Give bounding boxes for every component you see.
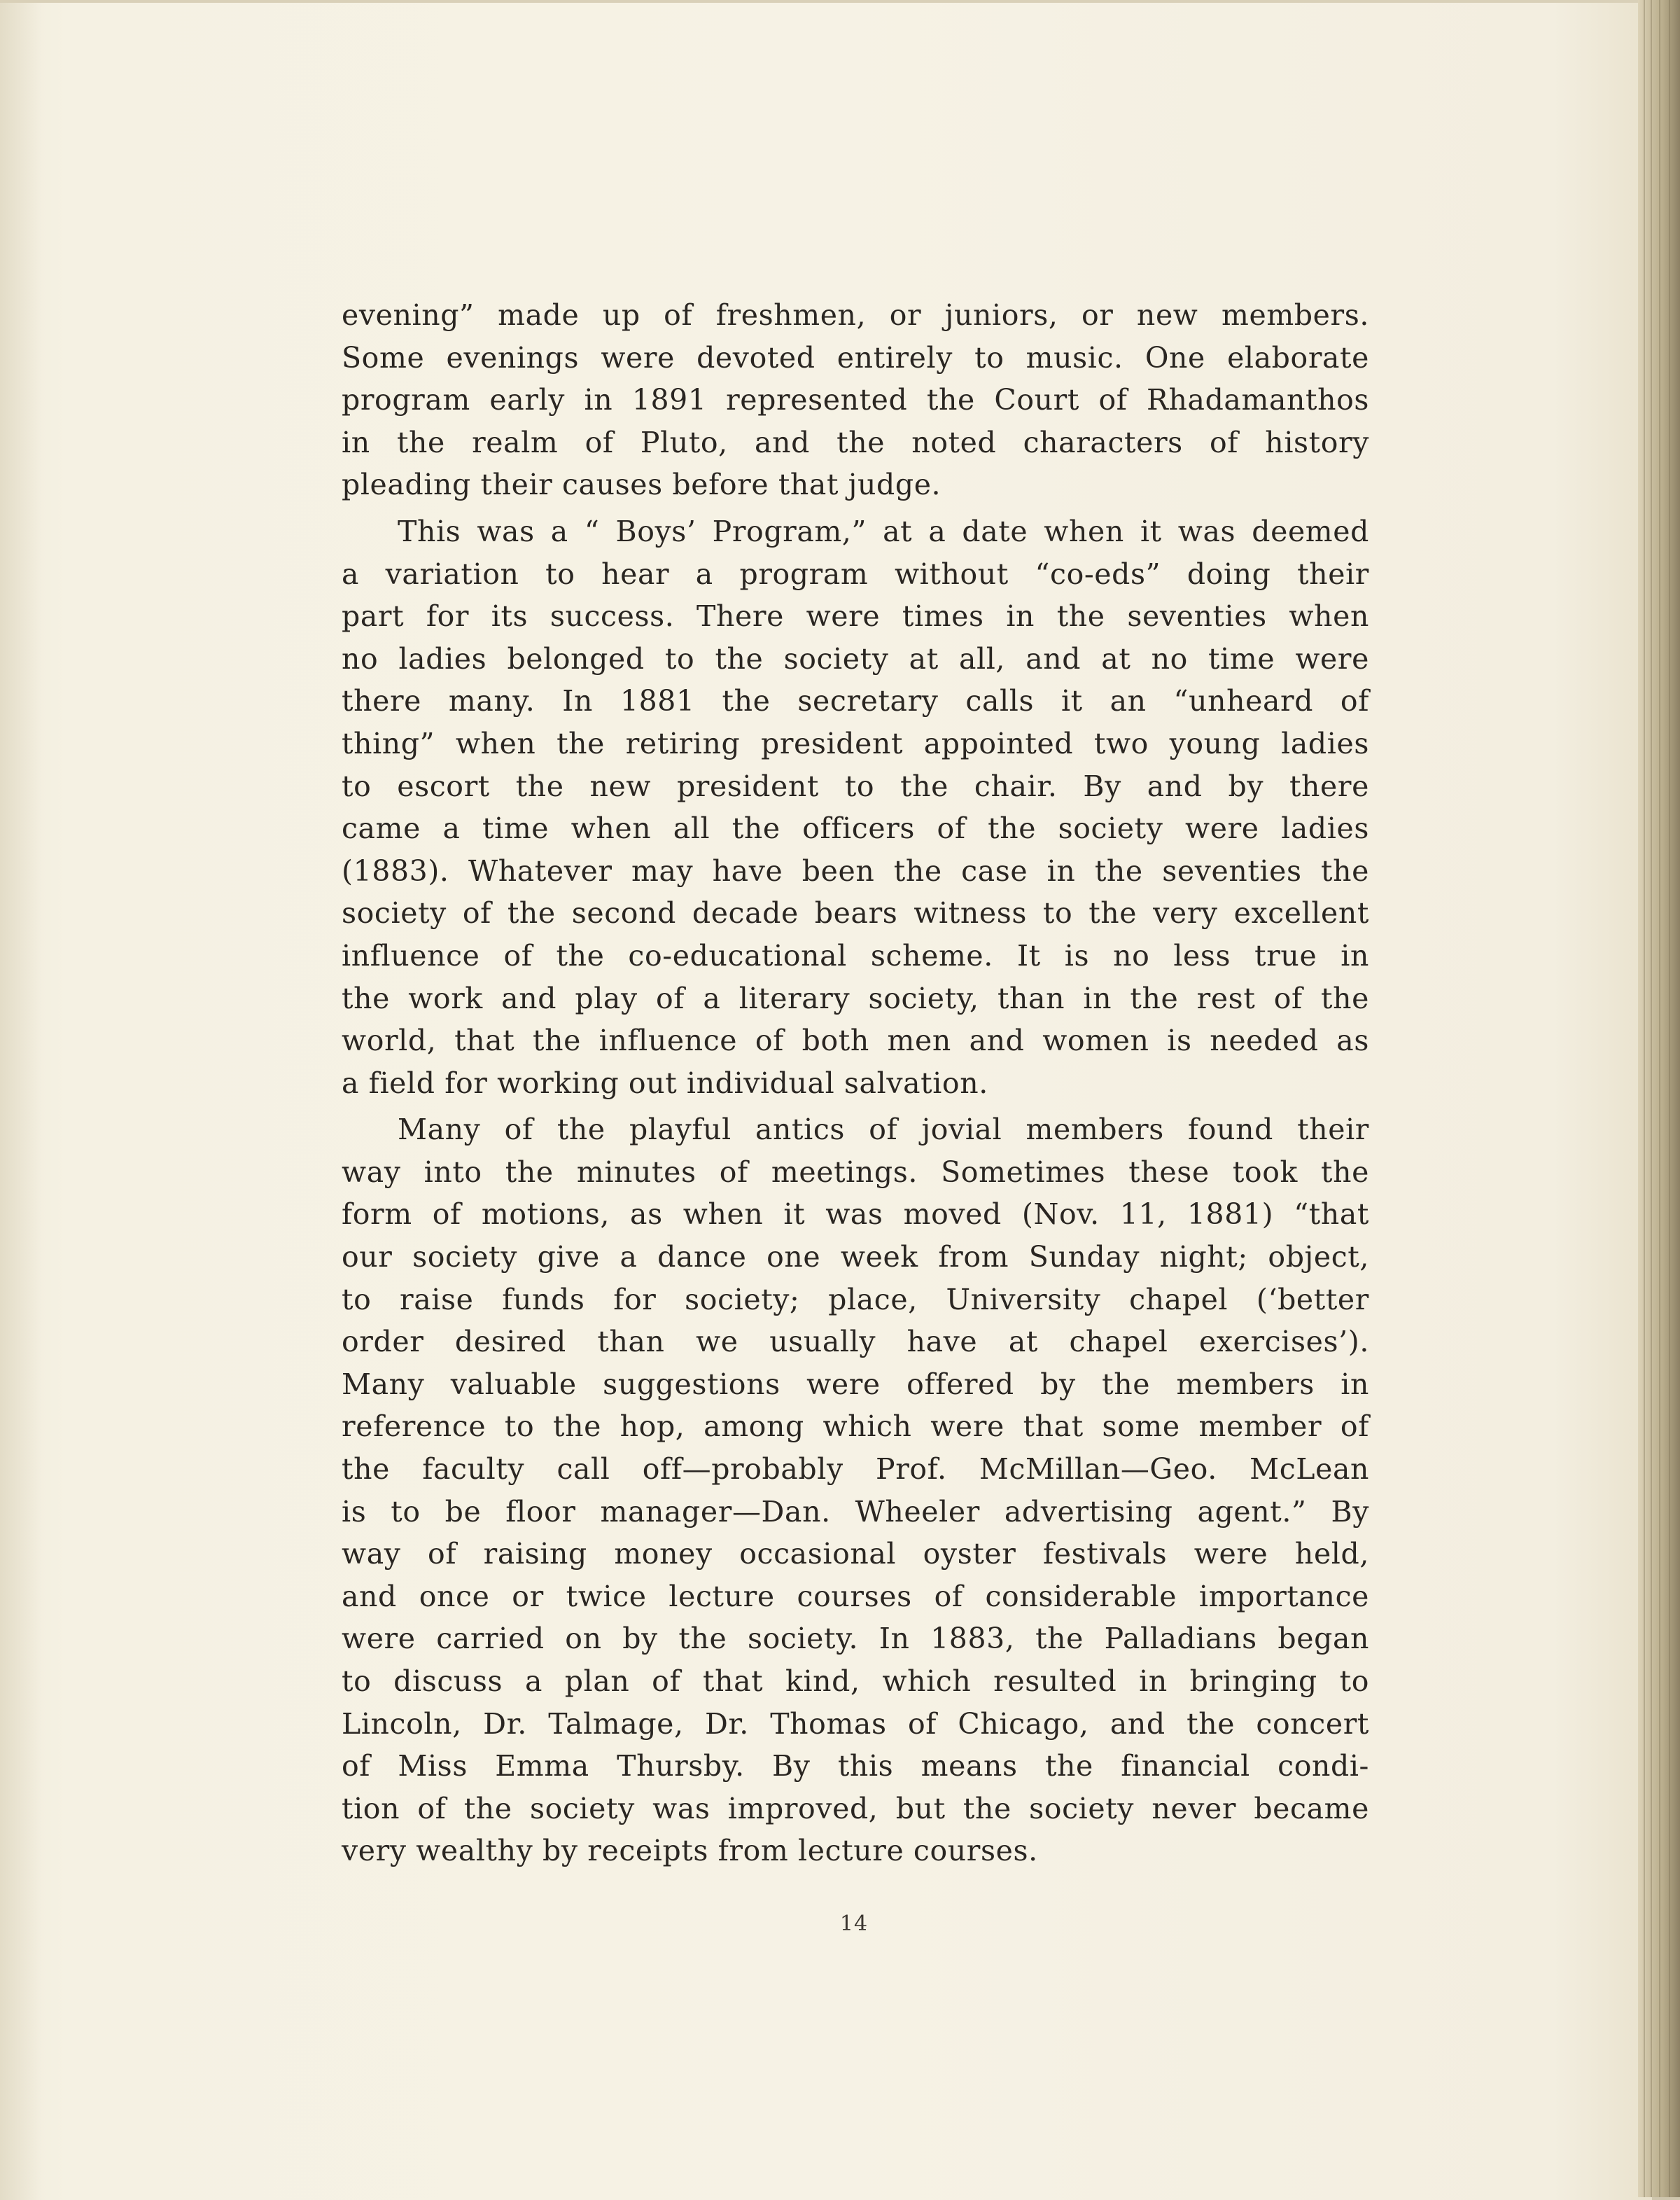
text-line: way of raising money occasional oyster festivals were held,	[342, 1537, 1369, 1571]
page-number: 14	[839, 1912, 869, 1936]
text-line: society of the second decade bears witness to the very excellent	[342, 896, 1369, 931]
text-line: form of motions, as when it was moved (Nov. 11, 1881) “that	[342, 1197, 1369, 1232]
binding-shadow	[0, 3, 42, 2200]
text-line: evening” made up of freshmen, or juniors, or new members.	[342, 298, 1369, 332]
text-line: This was a “ Boys’ Program,” at a date when it was deemed	[398, 514, 1369, 548]
text-line: Some evenings were devoted entirely to music. One elaborate	[342, 340, 1369, 375]
text-line: a variation to hear a program without “co-eds” doing their	[342, 557, 1369, 591]
text-line: order desired than we usually have at chapel exercises’).	[342, 1325, 1369, 1359]
text-line: the work and play of a literary society, than in the rest of the	[342, 981, 1369, 1015]
text-line: pleading their causes before that judge.	[342, 468, 941, 502]
text-line: reference to the hop, among which were that some member of	[342, 1409, 1369, 1444]
text-line: to escort the new president to the chair. By and by there	[342, 769, 1369, 803]
text-line: Many of the playful antics of jovial members found their	[398, 1113, 1369, 1147]
text-line: our society give a dance one week from Sunday night; object,	[342, 1240, 1369, 1274]
text-line: Lincoln, Dr. Talmage, Dr. Thomas of Chicago, and the concert	[342, 1706, 1369, 1741]
paragraph-3	[342, 1108, 1369, 1872]
text-line: part for its success. There were times in the seventies when	[342, 599, 1369, 634]
text-line: is to be floor manager—Dan. Wheeler advertising agent.” By	[342, 1494, 1369, 1529]
text-line: world, that the influence of both men and women is needed as	[342, 1024, 1369, 1058]
paragraph-2	[342, 510, 1369, 1104]
text-line: thing” when the retiring president appointed two young ladies	[342, 726, 1369, 760]
text-line: and once or twice lecture courses of considerable importance	[342, 1579, 1369, 1613]
text-line: to discuss a plan of that kind, which resulted in bringing to	[342, 1664, 1369, 1698]
text-line: no ladies belonged to the society at all, and at no time were	[342, 641, 1369, 676]
text-line: the faculty call off—probably Prof. McMillan—Geo. McLean	[342, 1452, 1369, 1487]
paragraph-1	[342, 294, 1369, 506]
text-line: a field for working out individual salvation.	[342, 1066, 988, 1100]
body-text	[342, 294, 1369, 1872]
text-line: program early in 1891 represented the Court of Rhadamanthos	[342, 383, 1369, 417]
text-line: to raise funds for society; place, University chapel (‘better	[342, 1282, 1369, 1316]
text-line: were carried on by the society. In 1883, the Palladians began	[342, 1622, 1369, 1656]
text-line: (1883). Whatever may have been the case in the seventies the	[342, 854, 1369, 888]
text-line: came a time when all the officers of the society were ladies	[342, 812, 1369, 846]
text-line: of Miss Emma Thursby. By this means the financial condi-	[342, 1749, 1369, 1783]
page-edge	[1638, 0, 1680, 2197]
text-line: very wealthy by receipts from lecture courses.	[342, 1834, 1038, 1868]
text-line: there many. In 1881 the secretary calls it an “unheard of	[342, 684, 1369, 718]
text-line: in the realm of Pluto, and the noted characters of history	[342, 425, 1369, 459]
text-line: Many valuable suggestions were offered by the members in	[342, 1367, 1369, 1401]
text-line: way into the minutes of meetings. Sometimes these took the	[342, 1155, 1369, 1189]
text-line: influence of the co-educational scheme. It is no less true in	[342, 938, 1369, 973]
text-line: tion of the society was improved, but the society never became	[342, 1791, 1369, 1825]
